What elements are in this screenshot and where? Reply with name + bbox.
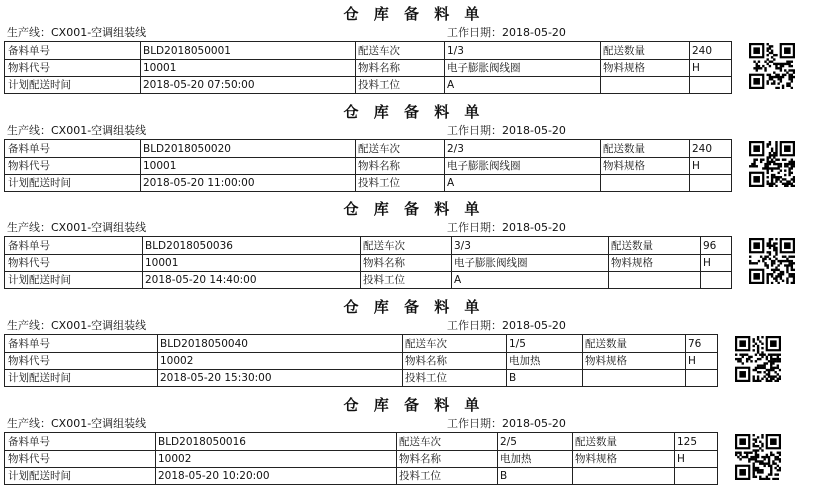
- slip-no-value: BLD2018050001: [143, 45, 231, 57]
- slip-title: 仓 库 备 料 单: [343, 396, 485, 414]
- qr-code-icon: [749, 141, 795, 187]
- production-line-label: 生产线：: [7, 221, 51, 234]
- work-date: [447, 220, 566, 235]
- material-name-label: 物料名称: [405, 355, 447, 367]
- plan-time-value: 2018-05-20 10:20:00: [158, 470, 270, 482]
- station-label: 投料工位: [399, 470, 441, 482]
- work-date-label: 工作日期：: [447, 221, 502, 234]
- material-slip: [0, 394, 828, 491]
- qr-code-icon: [735, 434, 781, 480]
- work-date-label: 工作日期：: [447, 319, 502, 332]
- plan-time-label: 计划配送时间: [8, 372, 71, 384]
- delivery-qty-value: 240: [692, 45, 713, 57]
- slip-table: [4, 139, 732, 192]
- slip-table: [4, 432, 718, 485]
- delivery-no-label: 配送车次: [405, 338, 447, 350]
- slip-no-label: 备料单号: [8, 45, 50, 57]
- work-date-value: 2018-05-20: [502, 319, 566, 332]
- delivery-no-label: 配送车次: [363, 240, 405, 252]
- delivery-qty-value: 96: [703, 240, 717, 252]
- production-line: [7, 25, 146, 40]
- slip-no-label: 备料单号: [8, 143, 50, 155]
- plan-time-label: 计划配送时间: [8, 274, 71, 286]
- station-value: A: [447, 177, 455, 189]
- material-spec-value: H: [692, 62, 700, 74]
- production-line: [7, 416, 146, 431]
- work-date-value: 2018-05-20: [502, 417, 566, 430]
- production-line-label: 生产线：: [7, 26, 51, 39]
- delivery-qty-label: 配送数量: [611, 240, 653, 252]
- work-date-value: 2018-05-20: [502, 221, 566, 234]
- material-code-label: 物料代号: [8, 355, 50, 367]
- material-code-value: 10001: [145, 257, 179, 269]
- work-date: [447, 123, 566, 138]
- qr-code-icon: [749, 43, 795, 89]
- material-name-label: 物料名称: [399, 453, 441, 465]
- material-name-value: 电加热: [509, 355, 541, 367]
- work-date-value: 2018-05-20: [502, 26, 566, 39]
- material-name-label: 物料名称: [358, 62, 400, 74]
- material-name-value: 电加热: [500, 453, 532, 465]
- material-code-label: 物料代号: [8, 453, 50, 465]
- material-name-label: 物料名称: [363, 257, 405, 269]
- slip-title: 仓 库 备 料 单: [343, 103, 485, 121]
- delivery-qty-label: 配送数量: [575, 436, 617, 448]
- plan-time-value: 2018-05-20 11:00:00: [143, 177, 255, 189]
- plan-time-label: 计划配送时间: [8, 79, 71, 91]
- delivery-no-value: 1/3: [447, 45, 464, 57]
- delivery-qty-value: 125: [677, 436, 698, 448]
- plan-time-label: 计划配送时间: [8, 177, 71, 189]
- material-slip: [0, 3, 828, 100]
- production-line-value: CX001-空调组装线: [51, 417, 147, 430]
- production-line-value: CX001-空调组装线: [51, 319, 147, 332]
- slip-no-label: 备料单号: [8, 338, 50, 350]
- delivery-no-label: 配送车次: [358, 45, 400, 57]
- material-spec-label: 物料规格: [611, 257, 653, 269]
- material-code-value: 10001: [143, 62, 177, 74]
- slip-table: [4, 41, 732, 94]
- material-code-value: 10002: [160, 355, 194, 367]
- qr-code-icon: [735, 336, 781, 382]
- slip-no-label: 备料单号: [8, 240, 50, 252]
- slip-title: 仓 库 备 料 单: [343, 298, 485, 316]
- work-date-label: 工作日期：: [447, 124, 502, 137]
- material-code-value: 10002: [158, 453, 192, 465]
- work-date-label: 工作日期：: [447, 26, 502, 39]
- slip-no-value: BLD2018050020: [143, 143, 231, 155]
- production-line: [7, 220, 146, 235]
- material-spec-label: 物料规格: [575, 453, 617, 465]
- station-value: A: [447, 79, 455, 91]
- slip-no-value: BLD2018050016: [158, 436, 246, 448]
- work-date: [447, 25, 566, 40]
- plan-time-value: 2018-05-20 15:30:00: [160, 372, 272, 384]
- slip-table: [4, 236, 732, 289]
- qr-code-icon: [749, 238, 795, 284]
- station-value: A: [454, 274, 462, 286]
- slip-table: [4, 334, 718, 387]
- material-name-label: 物料名称: [358, 160, 400, 172]
- material-spec-label: 物料规格: [603, 62, 645, 74]
- material-name-value: 电子膨胀阀线圈: [447, 62, 521, 74]
- delivery-no-value: 2/3: [447, 143, 464, 155]
- material-code-label: 物料代号: [8, 62, 50, 74]
- station-label: 投料工位: [358, 79, 400, 91]
- plan-time-label: 计划配送时间: [8, 470, 71, 482]
- material-code-label: 物料代号: [8, 257, 50, 269]
- slip-title: 仓 库 备 料 单: [343, 5, 485, 23]
- slip-no-value: BLD2018050036: [145, 240, 233, 252]
- plan-time-value: 2018-05-20 14:40:00: [145, 274, 257, 286]
- delivery-no-value: 2/5: [500, 436, 517, 448]
- material-spec-label: 物料规格: [603, 160, 645, 172]
- production-line: [7, 123, 146, 138]
- station-value: B: [500, 470, 508, 482]
- production-line-label: 生产线：: [7, 319, 51, 332]
- slip-no-value: BLD2018050040: [160, 338, 248, 350]
- delivery-qty-value: 240: [692, 143, 713, 155]
- material-spec-value: H: [703, 257, 711, 269]
- material-code-label: 物料代号: [8, 160, 50, 172]
- station-label: 投料工位: [358, 177, 400, 189]
- work-date: [447, 318, 566, 333]
- production-line-value: CX001-空调组装线: [51, 26, 147, 39]
- material-spec-value: H: [688, 355, 696, 367]
- work-date-label: 工作日期：: [447, 417, 502, 430]
- delivery-qty-label: 配送数量: [603, 143, 645, 155]
- material-name-value: 电子膨胀阀线圈: [454, 257, 528, 269]
- delivery-qty-value: 76: [688, 338, 702, 350]
- delivery-qty-label: 配送数量: [603, 45, 645, 57]
- delivery-no-value: 3/3: [454, 240, 471, 252]
- station-label: 投料工位: [363, 274, 405, 286]
- slip-no-label: 备料单号: [8, 436, 50, 448]
- delivery-no-label: 配送车次: [399, 436, 441, 448]
- production-line-label: 生产线：: [7, 124, 51, 137]
- delivery-no-value: 1/5: [509, 338, 526, 350]
- production-line: [7, 318, 146, 333]
- slip-title: 仓 库 备 料 单: [343, 200, 485, 218]
- material-name-value: 电子膨胀阀线圈: [447, 160, 521, 172]
- material-spec-value: H: [677, 453, 685, 465]
- material-slip: [0, 101, 828, 198]
- material-spec-label: 物料规格: [585, 355, 627, 367]
- production-line-value: CX001-空调组装线: [51, 124, 147, 137]
- plan-time-value: 2018-05-20 07:50:00: [143, 79, 255, 91]
- delivery-no-label: 配送车次: [358, 143, 400, 155]
- work-date-value: 2018-05-20: [502, 124, 566, 137]
- production-line-value: CX001-空调组装线: [51, 221, 147, 234]
- material-slip: [0, 198, 828, 295]
- material-slip: [0, 296, 828, 393]
- material-spec-value: H: [692, 160, 700, 172]
- delivery-qty-label: 配送数量: [585, 338, 627, 350]
- work-date: [447, 416, 566, 431]
- station-value: B: [509, 372, 517, 384]
- material-code-value: 10001: [143, 160, 177, 172]
- production-line-label: 生产线：: [7, 417, 51, 430]
- station-label: 投料工位: [405, 372, 447, 384]
